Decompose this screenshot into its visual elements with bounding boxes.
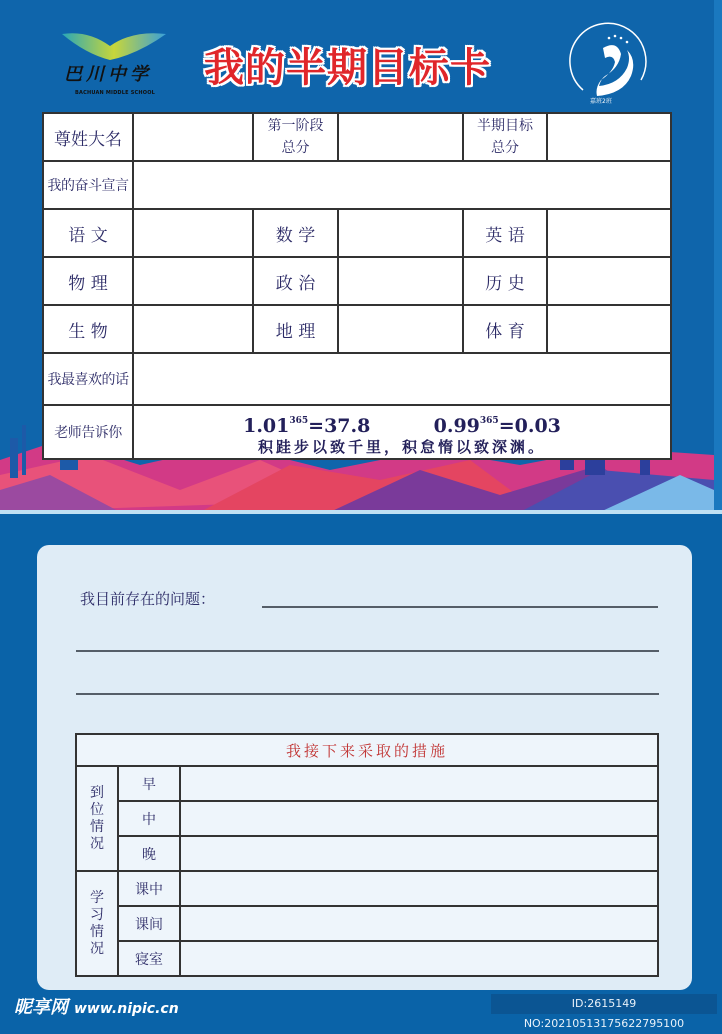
proverb: 积跬步以致千里，积怠惰以致深渊。 [257, 437, 546, 456]
stage1-line2: 总分 [281, 140, 310, 156]
issue-line-3[interactable] [76, 693, 659, 695]
formula-b-exp: 365 [479, 415, 499, 426]
watermark-brand [14, 993, 179, 1019]
table-row [76, 836, 658, 871]
page-title: 我的半期目标卡 [204, 45, 491, 91]
table-row [43, 257, 671, 305]
stage1-total-input[interactable] [338, 113, 463, 161]
stage1-line1: 第一阶段 [267, 118, 324, 134]
item-label: 晚 [118, 836, 180, 871]
item-input[interactable] [180, 941, 658, 976]
issue-label: 我目前存在的问题： [80, 590, 216, 608]
formula-a-result: =37.8 [308, 414, 371, 437]
item-input[interactable] [180, 871, 658, 906]
group-label-study [76, 871, 118, 976]
table-row [43, 305, 671, 353]
table-row [76, 801, 658, 836]
table-row [43, 405, 671, 459]
teacher-label: 老师告诉你 [43, 405, 133, 459]
subject-input[interactable] [338, 305, 463, 353]
formula-a-base: 1.01 [243, 414, 290, 437]
subject-input[interactable] [547, 257, 671, 305]
group-char: 情 [90, 923, 104, 940]
subject-input[interactable] [133, 305, 253, 353]
subject-label: 生 物 [43, 305, 133, 353]
subject-label: 地 理 [253, 305, 338, 353]
issue-line-1[interactable] [262, 606, 658, 608]
top-card [0, 0, 714, 512]
subject-input[interactable] [133, 209, 253, 257]
subject-input[interactable] [338, 257, 463, 305]
brand-name: 昵享网 [14, 997, 68, 1018]
declaration-input[interactable] [133, 161, 671, 209]
subject-label: 体 育 [463, 305, 547, 353]
subject-label: 政 治 [253, 257, 338, 305]
subject-label: 语 文 [43, 209, 133, 257]
subject-label: 数 学 [253, 209, 338, 257]
plan-table [75, 733, 659, 977]
favorite-quote-label: 我最喜欢的话 [43, 353, 133, 405]
table-row [76, 906, 658, 941]
item-label: 课中 [118, 871, 180, 906]
name-input[interactable] [133, 113, 253, 161]
table-row [76, 941, 658, 976]
plan-title: 我接下来采取的措施 [76, 734, 658, 766]
table-row [43, 209, 671, 257]
brand-url[interactable]: www.nipic.cn [74, 1001, 179, 1017]
group-char: 情 [90, 818, 104, 835]
item-input[interactable] [180, 801, 658, 836]
group-char: 况 [90, 940, 104, 957]
subject-label: 历 史 [463, 257, 547, 305]
subject-input[interactable] [133, 257, 253, 305]
stage1-total-label [253, 113, 338, 161]
school-name-en: BACHUAN MIDDLE SCHOOL [75, 90, 156, 96]
subject-input[interactable] [547, 209, 671, 257]
item-label: 早 [118, 766, 180, 801]
item-input[interactable] [180, 766, 658, 801]
image-id-badge: ID:2615149 NO:20210513175622795100 [491, 994, 717, 1014]
formula-a-exp: 365 [289, 415, 309, 426]
swan-badge-icon [563, 18, 653, 108]
group-char: 习 [90, 906, 104, 923]
group-char: 位 [90, 801, 104, 818]
subject-input[interactable] [338, 209, 463, 257]
issue-line-2[interactable] [76, 650, 659, 652]
name-label: 尊姓大名 [43, 113, 133, 161]
table-row [43, 353, 671, 405]
table-row [43, 113, 671, 161]
formula-b-result: =0.03 [498, 414, 561, 437]
table-row [43, 161, 671, 209]
item-label: 课间 [118, 906, 180, 941]
item-label: 中 [118, 801, 180, 836]
declaration-label: 我的奋斗宣言 [43, 161, 133, 209]
formula-b-base: 0.99 [433, 414, 480, 437]
midterm-target-input[interactable] [547, 113, 671, 161]
class-badge-label: 嘉班2班 [590, 98, 612, 105]
target-line2: 总分 [491, 140, 519, 156]
subject-label: 英 语 [463, 209, 547, 257]
goal-table [42, 112, 672, 460]
table-row [76, 734, 658, 766]
subject-label: 物 理 [43, 257, 133, 305]
target-line1: 半期目标 [477, 118, 533, 134]
group-label-attendance [76, 766, 118, 871]
item-label: 寝室 [118, 941, 180, 976]
item-input[interactable] [180, 836, 658, 871]
favorite-quote-input[interactable] [133, 353, 671, 405]
table-row [76, 871, 658, 906]
item-input[interactable] [180, 906, 658, 941]
subject-input[interactable] [547, 305, 671, 353]
school-name-cn: 巴川中学 [64, 64, 152, 85]
compound-formula [134, 409, 670, 438]
teacher-message [133, 405, 671, 459]
section-divider [0, 510, 722, 514]
group-char: 到 [90, 784, 104, 801]
midterm-target-label [463, 113, 547, 161]
group-char: 况 [90, 835, 104, 852]
table-row [76, 766, 658, 801]
card-edge [714, 0, 722, 512]
group-char: 学 [90, 889, 104, 906]
